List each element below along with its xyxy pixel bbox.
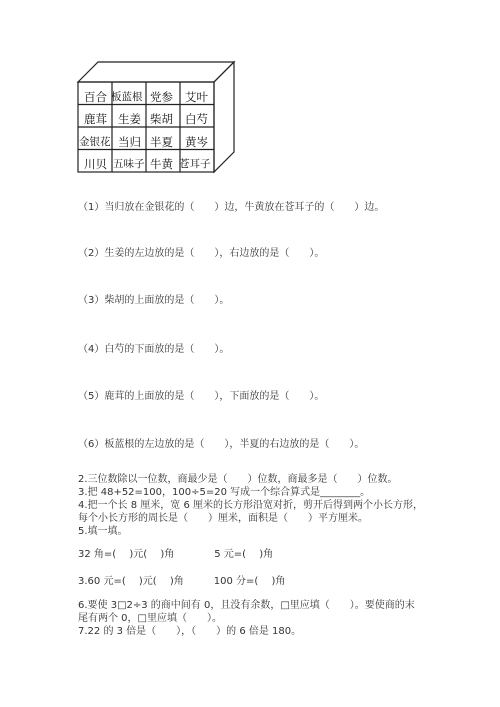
problem-4-line-1: 4.把一个长 8 厘米，宽 6 厘米的长方形沿宽对折，剪开后得到两个小长方形， [78, 500, 423, 511]
problem-6-line-1: 6.要使 3□2÷3 的商中间有 0，且没有余数，□里应填（ ）。要使商的末 [78, 600, 415, 611]
drawer-label: 板蓝根 [111, 91, 143, 103]
problem-5: 5.填一填。 [78, 526, 128, 537]
drawer-label: 鹿茸 [84, 112, 107, 126]
drawer-label: 黄岑 [185, 135, 208, 149]
question-3: （3）柴胡的上面放的是（ ）。 [78, 295, 230, 306]
question-6: （6）板蓝根的左边放的是（ ），半夏的右边放的是（ ）。 [78, 439, 365, 450]
question-2: （2）生姜的左边放的是（ ），右边放的是（ ）。 [78, 248, 325, 259]
drawer-label: 牛黄 [150, 157, 173, 171]
problem-7: 7.22 的 3 倍是（ ），（ ）的 6 倍是 180。 [78, 626, 302, 637]
medicine-cabinet [0, 0, 500, 200]
problem-4-line-2: 每个小长方形的周长是（ ）厘米，面积是（ ）平方厘米。 [78, 513, 368, 524]
cabinet-top-face [78, 62, 234, 82]
problem-2: 2.三位数除以一位数，商最少是（ ）位数，商最多是（ ）位数。 [78, 474, 398, 485]
problem-3: 3.把 48+52=100，100÷5=20 写成一个综合算式是________。 [78, 487, 371, 498]
problem-5-row-1: 32 角=( )元( )角 5 元=( )角 [78, 549, 274, 560]
problem-6-line-2: 尾有两个 0，□里应填（ ）。 [78, 613, 222, 624]
cabinet-side-face [214, 62, 234, 172]
question-1: （1）当归放在金银花的（ ）边，牛黄放在苍耳子的（ ）边。 [78, 202, 385, 213]
drawer-label: 金银花 [79, 136, 111, 148]
question-5: （5）鹿茸的上面放的是（ ），下面放的是（ ）。 [78, 391, 325, 402]
drawer-label: 白芍 [185, 112, 208, 126]
drawer-label: 川贝 [84, 157, 107, 171]
drawer-label: 五味子 [113, 158, 145, 170]
problem-5-row-2: 3.60 元=( )元( )角 100 分=( )角 [78, 576, 286, 587]
drawer-label: 艾叶 [185, 90, 208, 104]
drawer-label: 半夏 [150, 135, 173, 149]
drawer-label: 百合 [84, 90, 107, 104]
drawer-label: 柴胡 [150, 112, 173, 126]
drawer-label: 党参 [150, 90, 173, 104]
drawer-label: 生姜 [118, 112, 141, 126]
question-4: （4）白芍的下面放的是（ ）。 [78, 344, 230, 355]
drawer-label: 当归 [118, 135, 141, 149]
drawer-label: 苍耳子 [179, 158, 211, 170]
